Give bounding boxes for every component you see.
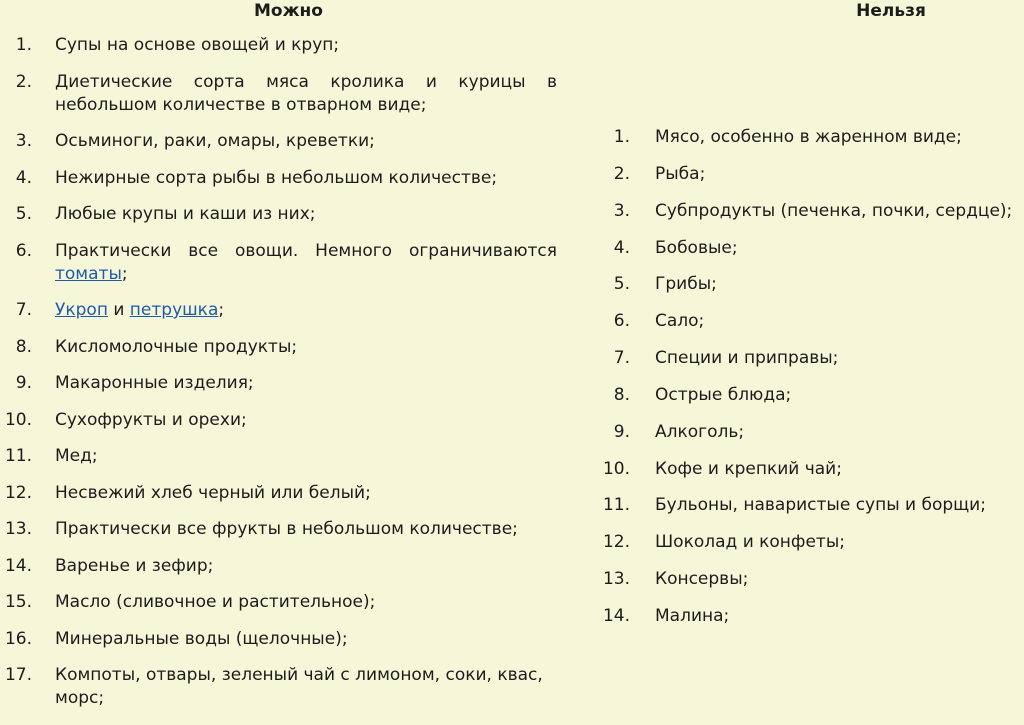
item-text: Специи и приправы; [655, 348, 839, 369]
list-item [0, 555, 557, 578]
item-text: Нежирные сорта рыбы в небольшом количестве; [55, 167, 498, 188]
item-number: 3. [15, 131, 32, 151]
item-text: Минеральные воды (щелочные); [55, 628, 348, 649]
item-number: 2. [15, 71, 32, 92]
item-text-part: и [107, 300, 130, 320]
item-text: Алкоголь; [655, 421, 745, 442]
item-text: Несвежий хлеб черный или белый; [55, 482, 371, 503]
list-item [598, 310, 1024, 333]
item-number: 5. [613, 274, 630, 295]
item-number: 15. [4, 592, 32, 612]
item-number: 8. [15, 336, 32, 357]
item-number: 14. [602, 605, 630, 626]
item-text: Грибы; [655, 274, 717, 295]
list-item [598, 126, 1024, 149]
list-item [0, 34, 557, 57]
item-text [55, 240, 557, 286]
forbidden-list [598, 126, 1024, 642]
item-text: Рыба; [655, 163, 706, 184]
list-item [0, 167, 557, 190]
list-item [0, 445, 557, 468]
list-item [598, 605, 1024, 628]
list-item [0, 628, 557, 651]
item-number: 11. [602, 495, 630, 516]
list-item [598, 347, 1024, 370]
list-item [0, 130, 557, 153]
list-item [598, 568, 1024, 591]
item-text: Малина; [655, 605, 730, 626]
item-number: 10. [602, 458, 630, 479]
list-item [598, 384, 1024, 407]
list-item [598, 237, 1024, 260]
item-number: 12. [4, 482, 32, 503]
item-text-part: ; [121, 263, 128, 284]
allowed-list [0, 34, 570, 724]
item-number: 9. [15, 373, 32, 393]
item-number: 4. [15, 167, 32, 188]
item-text-part: ; [218, 300, 225, 320]
item-text: Консервы; [655, 569, 749, 590]
item-text: Супы на основе овощей и круп; [55, 35, 340, 55]
list-item [0, 482, 557, 505]
item-text: Сало; [655, 311, 705, 332]
item-number: 13. [602, 569, 630, 590]
list-item [598, 531, 1024, 554]
item-text: Бульоны, наваристые супы и борщи; [655, 495, 986, 516]
list-item [598, 421, 1024, 444]
item-text: Компоты, отвары, зеленый чай с лимоном, соки, квас, морс; [55, 665, 543, 708]
item-text: Кисломолочные продукты; [55, 336, 298, 357]
list-item [0, 71, 557, 117]
parsley-link[interactable]: петрушка [129, 300, 219, 320]
item-text: Бобовые; [655, 237, 738, 258]
list-item [598, 200, 1024, 223]
item-number: 8. [613, 384, 630, 405]
item-number: 6. [15, 240, 32, 261]
list-item [0, 372, 557, 395]
item-number: 9. [613, 421, 630, 442]
item-number: 17. [4, 665, 32, 685]
item-text-part: Практически все овощи. Немного ограничиваются [55, 240, 557, 261]
list-item [598, 494, 1024, 517]
item-text: Любые крупы и каши из них; [55, 204, 316, 224]
item-number: 6. [613, 311, 630, 332]
list-item [0, 591, 557, 614]
item-text: Практически все фрукты в небольшом количестве; [55, 519, 518, 539]
item-number: 2. [613, 163, 630, 184]
tomatoes-link[interactable]: томаты [55, 263, 122, 284]
item-number: 7. [613, 348, 630, 369]
item-text: Варенье и зефир; [55, 555, 214, 576]
item-text: Диетические сорта мяса кролика и курицы в небольшом количестве в отварном виде; [55, 71, 557, 115]
item-number: 4. [613, 237, 630, 258]
item-number: 11. [4, 446, 32, 466]
item-number: 1. [613, 127, 630, 147]
list-item [0, 664, 557, 710]
dill-link[interactable]: Укроп [55, 300, 108, 320]
item-number: 16. [4, 628, 32, 649]
forbidden-header: Нельзя [856, 1, 926, 21]
list-item [598, 273, 1024, 296]
item-text: Мед; [55, 446, 98, 466]
list-item [0, 336, 557, 359]
item-text: Сухофрукты и орехи; [55, 409, 247, 430]
list-item [0, 409, 557, 432]
list-item [0, 299, 557, 322]
item-number: 12. [602, 532, 630, 553]
item-text: Кофе и крепкий чай; [655, 458, 842, 479]
list-item [0, 203, 557, 226]
item-text: Острые блюда; [655, 384, 792, 405]
item-number: 13. [4, 519, 32, 539]
item-number: 14. [4, 555, 32, 576]
item-text: Осьминоги, раки, омары, креветки; [55, 131, 375, 151]
item-text [55, 300, 224, 320]
list-item [0, 240, 557, 286]
item-number: 7. [15, 300, 32, 320]
item-text: Мясо, особенно в жаренном виде; [655, 127, 962, 147]
allowed-header: Можно [254, 1, 323, 21]
list-item [598, 163, 1024, 186]
item-number: 10. [4, 409, 32, 430]
list-item [0, 518, 557, 541]
item-text: Макаронные изделия; [55, 373, 254, 393]
item-text: Масло (сливочное и растительное); [55, 592, 376, 612]
item-number: 3. [613, 200, 630, 221]
item-number: 5. [15, 204, 32, 224]
item-text: Субпродукты (печенка, почки, сердце); [655, 200, 1013, 221]
item-text: Шоколад и конфеты; [655, 532, 845, 553]
item-number: 1. [15, 35, 32, 55]
list-item [598, 458, 1024, 481]
